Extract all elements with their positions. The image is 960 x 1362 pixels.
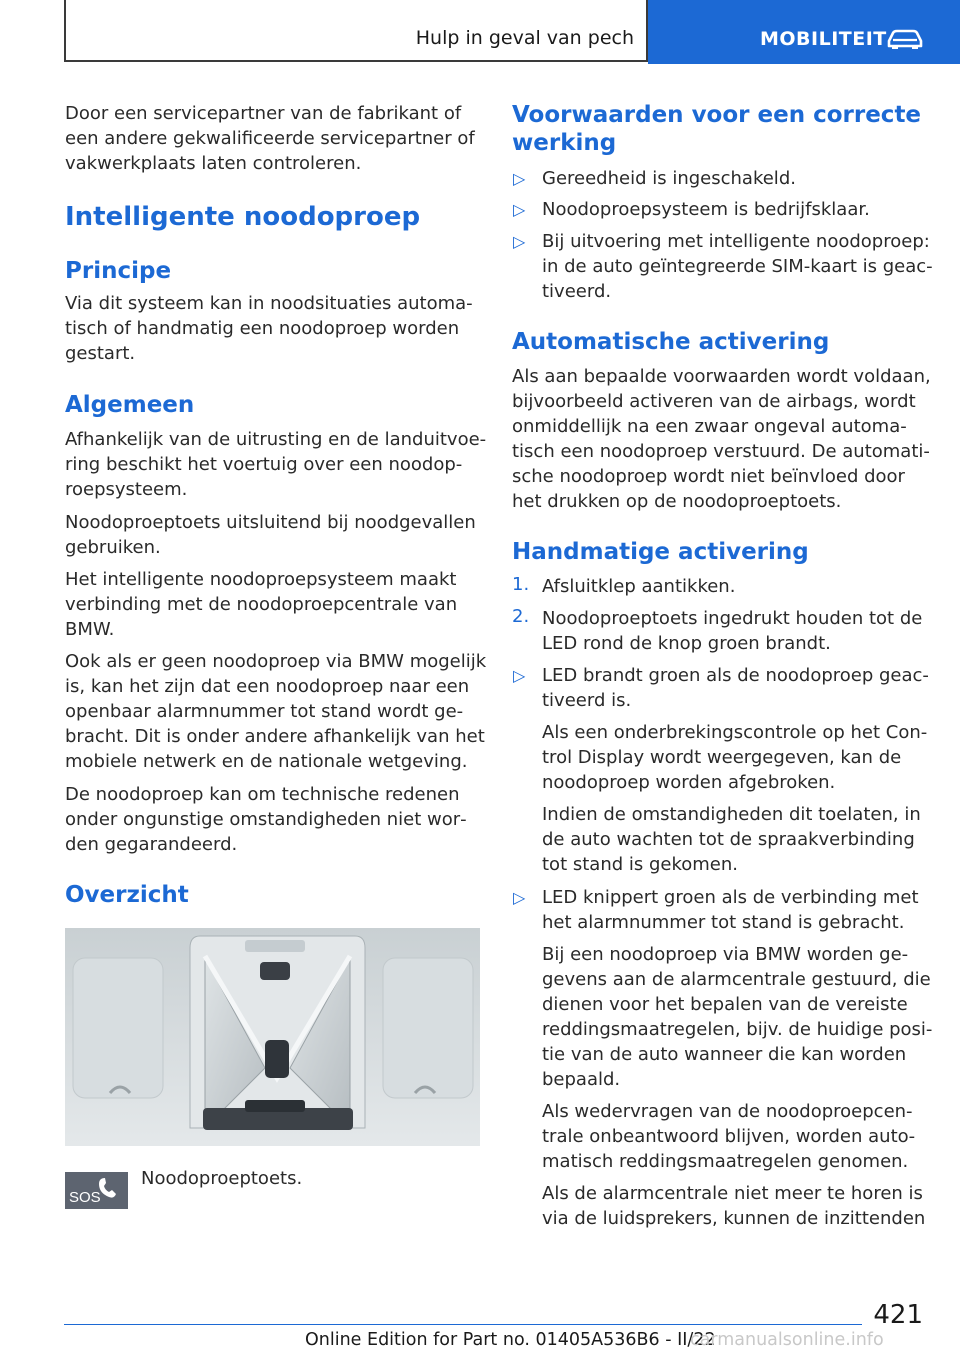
text-line: tisch een noodoproep verstuurd. De automati‐ [512,441,930,462]
header-chapter-title: MOBILITEIT [760,28,887,50]
text-line: trol Display wordt weergegeven, kan de [542,747,902,768]
text-line: Als aan bepaalde voorwaarden wordt voldaan, [512,366,931,387]
bullet-triangle-icon: ▷ [513,169,526,188]
text-line: is, kan het zijn dat een noodoproep naar een [65,676,470,697]
bullet-triangle-icon: ▷ [513,888,526,907]
text-line: bracht. Dit is onder andere afhankelijk van het [65,726,485,747]
sos-button-icon [65,1172,128,1209]
footer-edition: Online Edition for Part no. 01405A536B6 - II/22 [305,1330,716,1350]
page-number: 421 [873,1300,923,1330]
text-line: noodoproep worden afgebroken. [542,772,836,793]
text-line: BMW. [65,619,115,640]
text-line: LED rond de knop groen brandt. [542,633,831,654]
text-line: het drukken op de noodoproeptoets. [512,491,842,512]
footer-divider [64,1324,862,1325]
bullet-triangle-icon: ▷ [513,200,526,219]
text-line: tiveerd. [542,281,612,302]
text-line: Via dit systeem kan in noodsituaties automa‐ [65,293,473,314]
subsection-heading-voorwaarden-2: werking [512,130,617,156]
text-line: De noodoproep kan om technische redenen [65,784,460,805]
step-number: 2. [512,606,530,627]
text-line: trale onbeantwoord blijven, worden auto‐ [542,1126,916,1147]
subsection-heading-algemeen: Algemeen [65,392,195,418]
subsection-heading-overzicht: Overzicht [65,882,189,908]
text-line: Noodoproeptoets ingedrukt houden tot de [542,608,923,629]
text-line: gevens aan de alarmcentrale gestuurd, die [542,969,931,990]
text-line: tiveerd is. [542,690,632,711]
step-number: 1. [512,574,530,595]
text-line: ring beschikt het voertuig over een noodop‐ [65,454,463,475]
watermark: carmanualsonline.info [690,1330,884,1350]
text-line: Noodoproeptoets uitsluitend bij noodgevallen [65,512,476,533]
overhead-console-illustration [65,928,480,1146]
subsection-heading-principe: Principe [65,258,172,284]
text-line: onmiddellijk na een zwaar ongeval automa‐ [512,416,907,437]
text-line: bepaald. [542,1069,621,1090]
subsection-heading-voorwaarden: Voorwaarden voor een correcte [512,102,922,128]
header-chapter-tab [648,0,960,64]
header-section-title: Hulp in geval van pech [415,27,634,49]
bullet-triangle-icon: ▷ [513,666,526,685]
text-line: LED brandt groen als de noodoproep geac‐ [542,665,929,686]
text-line: een andere gekwalificeerde servicepartner of [65,128,475,149]
text-line: in de auto geïntegreerde SIM-kaart is geac‐ [542,256,933,277]
text-line: Het intelligente noodoproepsysteem maakt [65,569,457,590]
overhead-console-photo [65,928,480,1146]
text-line: Indien de omstandigheden dit toelaten, in [542,804,921,825]
text-line: Door een servicepartner van de fabrikant of [65,103,462,124]
text-line: Afsluitklep aantikken. [542,576,736,597]
text-line: via de luidsprekers, kunnen de inzittenden [542,1208,926,1229]
bullet-triangle-icon: ▷ [513,232,526,251]
text-line: de auto wachten tot de spraakverbinding [542,829,915,850]
text-line: LED knippert groen als de verbinding met [542,887,919,908]
text-line: Gereedheid is ingeschakeld. [542,168,796,189]
text-line: dienen voor het bepalen van de vereiste [542,994,908,1015]
section-heading: Intelligente noodoproep [65,202,421,232]
car-icon [886,28,924,50]
text-line: Als wedervragen van de noodoproepcen‐ [542,1101,913,1122]
text-line: Ook als er geen noodoproep via BMW mogelijk [65,651,487,672]
sos-label: SOS [69,1189,101,1206]
text-line: Bij een noodoproep via BMW worden ge‐ [542,944,909,965]
text-line: matisch reddingsmaatregelen genomen. [542,1151,909,1172]
text-line: den gegarandeerd. [65,834,238,855]
subsection-heading-hand: Handmatige activering [512,539,809,565]
text-line: het alarmnummer tot stand is gebracht. [542,912,905,933]
text-line: Bij uitvoering met intelligente noodoproep: [542,231,930,252]
text-line: mobiele netwerk en de nationale wetgeving. [65,751,468,772]
text-line: verbinding met de noodoproepcentrale van [65,594,458,615]
text-line: reddingsmaatregelen, bijv. de huidige posi‐ [542,1019,933,1040]
sos-caption: Noodoproeptoets. [141,1168,303,1189]
text-line: sche noodoproep wordt niet beïnvloed door [512,466,905,487]
text-line: openbaar alarmnummer tot stand wordt ge‐ [65,701,464,722]
text-line: tisch of handmatig een noodoproep worden [65,318,460,339]
text-line: onder ongunstige omstandigheden niet wor‐ [65,809,467,830]
text-line: gestart. [65,343,136,364]
text-line: bijvoorbeeld activeren van de airbags, wordt [512,391,916,412]
text-line: Als een onderbrekingscontrole op het Con‐ [542,722,928,743]
text-line: Noodoproepsysteem is bedrijfsklaar. [542,199,870,220]
subsection-heading-auto: Automatische activering [512,329,830,355]
text-line: roepsysteem. [65,479,188,500]
text-line: Als de alarmcentrale niet meer te horen is [542,1183,923,1204]
text-line: Afhankelijk van de uitrusting en de landuitvoe‐ [65,429,487,450]
text-line: tot stand is gekomen. [542,854,739,875]
text-line: vakwerkplaats laten controleren. [65,153,362,174]
text-line: gebruiken. [65,537,161,558]
header-section-box [64,0,648,62]
text-line: tie van de auto wanneer die kan worden [542,1044,907,1065]
